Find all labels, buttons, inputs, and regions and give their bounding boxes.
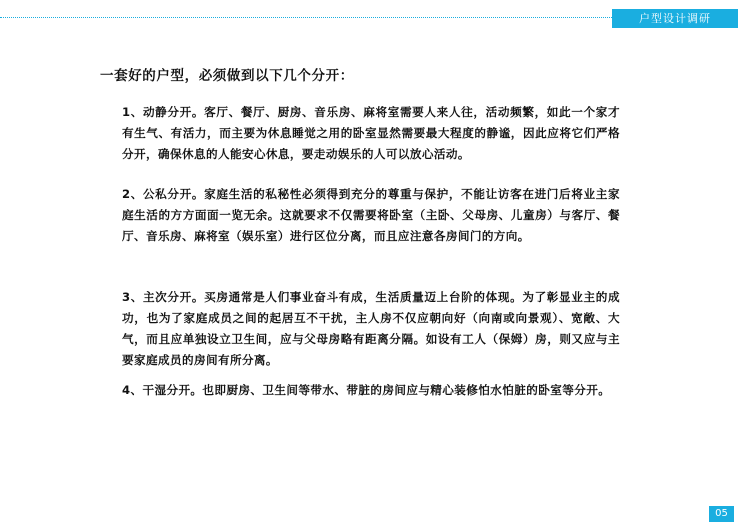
header-divider bbox=[0, 17, 612, 18]
paragraph-2: 2、公私分开。家庭生活的私秘性必须得到充分的尊重与保护，不能让访客在进门后将业主家庭生活的方方面面一览无余。这就要求不仅需要将卧室（主卧、父母房、儿童房）与客厅、餐厅、音乐房、麻将室（娱乐室）进行区位分离，而且应注意各房间门的方向。 bbox=[122, 187, 620, 243]
page-number: 05 bbox=[709, 506, 734, 522]
lead-heading: 一套好的户型，必须做到以下几个分开： bbox=[100, 68, 354, 84]
paragraph-1: 1、动静分开。客厅、餐厅、厨房、音乐房、麻将室需要人来人往，活动频繁，如此一个家才有生气、有活力，而主要为休息睡觉之用的卧室显然需要最大程度的静谧，因此应将它们严格分开，确保休息的人能安心休息，要走动娱乐的人可以放心活动。 bbox=[122, 105, 620, 161]
paragraph-3: 3、主次分开。买房通常是人们事业奋斗有成，生活质量迈上台阶的体现。为了彰显业主的成功，也为了家庭成员之间的起居互不干扰，主人房不仅应朝向好（向南或向景观）、宽敞、大气，而且应单独设立卫生间，应与父母房略有距离分隔。如设有工人（保姆）房，则又应与主要家庭成员的房间有所分离。 bbox=[122, 290, 620, 367]
section-title-tab: 户型设计调研 bbox=[612, 9, 738, 28]
paragraph-4: 4、干湿分开。也即厨房、卫生间等带水、带脏的房间应与精心装修怕水怕脏的卧室等分开。 bbox=[122, 383, 611, 397]
